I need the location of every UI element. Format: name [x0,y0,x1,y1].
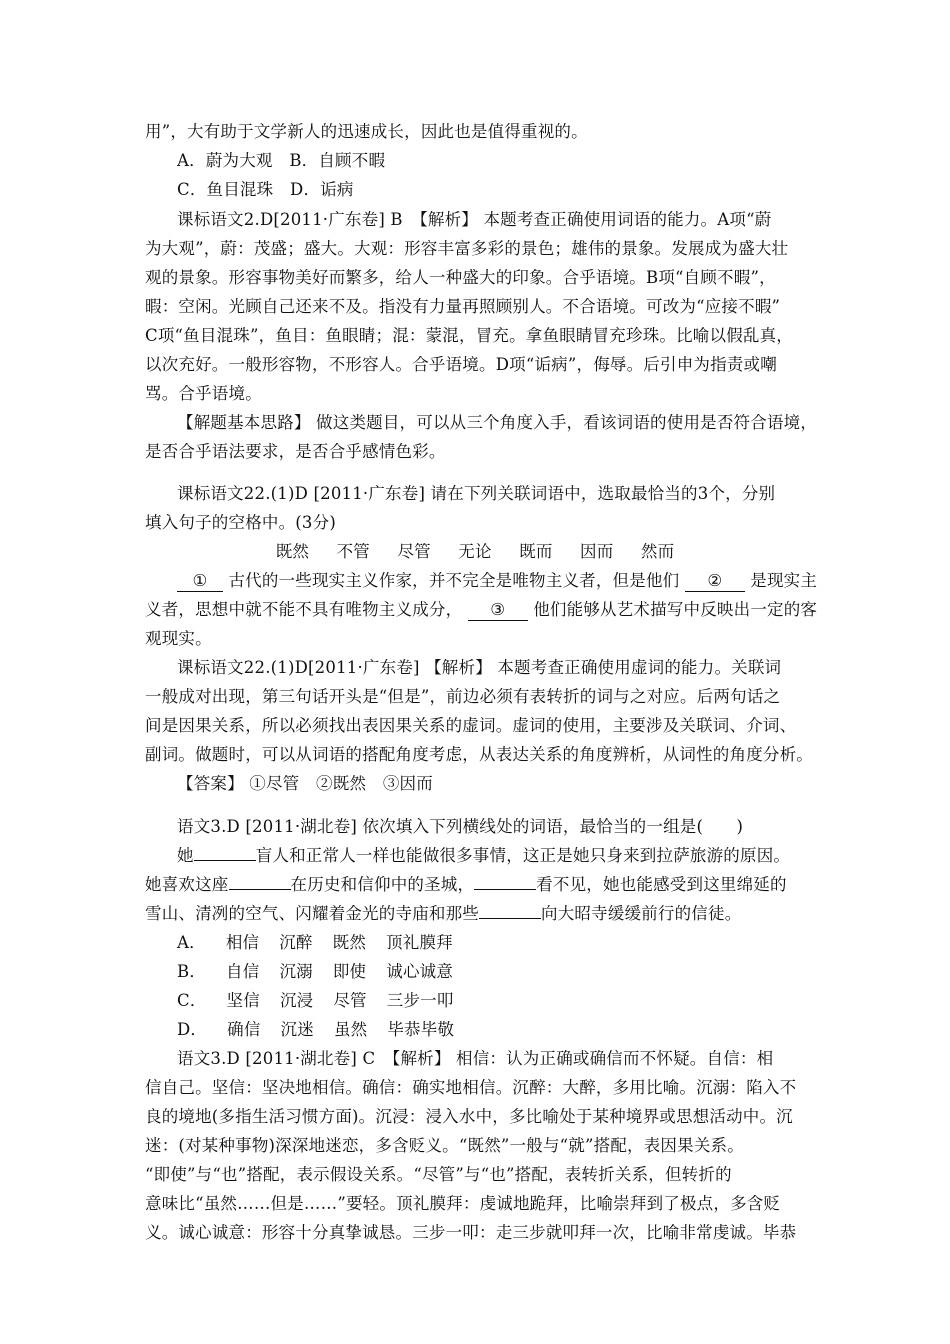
blank-line [479,918,541,919]
blank-1: ① [177,571,223,592]
text-line: 课标语文22.(1)D [2011·广东卷] 请在下列关联词语中，选取最恰当的3个，分别 [177,484,776,503]
text-line: 迷：(对某种事物)深深地迷恋，多含贬义。“既然”一般与“就”搭配，表因果关系。 [145,1136,744,1155]
text-line: 是否合乎语法要求，是否合乎感情色彩。 [145,442,446,461]
text-line: 【解题基本思路】 做这类题目，可以从三个角度入手，看该词语的使用是否符合语境， [177,413,818,432]
option-line: D． 确信 沉迷 虽然 毕恭毕敬 [177,1020,455,1039]
choice-words [0,542,950,562]
blank-line [194,860,256,861]
text-line: 以次充好。一般形容物，不形容人。合乎语境。D项“诟病”，侮辱。后引申为指责或嘲 [145,355,777,374]
text-line: 语文3.D [2011·湖北卷] 依次填入下列横线处的词语，最恰当的一组是( ) [177,817,744,836]
text-line: 义者，思想中就不能不具有唯物主义成分， ③ 他们能够从艺术描写中反映出一定的客 [145,600,818,619]
choice-word: 因而 [580,542,614,561]
blank-2: ② [685,571,745,592]
choice-word: 既然 [275,542,310,561]
text-line: 填入句子的空格中。(3分) [145,513,336,532]
blank-line [474,889,536,890]
option-line: B． 自信 沉溺 即使 诚心诚意 [177,962,454,981]
text-line: ① 古代的一些现实主义作家，并不完全是唯物主义者，但是他们 ② 是现实主 [177,571,817,592]
text-line: 观现实。 [145,629,212,648]
choice-word: 然而 [640,542,675,561]
text-line: 一般成对出现，第三句话开头是“但是”，前边必须有表转折的词与之对应。后两句话之 [145,687,781,706]
text-line: 雪山、清冽的空气、闪耀着金光的寺庙和那些 向大昭寺缓缓前行的信徒。 [145,904,742,923]
text-line: 意味比“虽然……但是……”要轻。顶礼膜拜：虔诚地跪拜，比喻崇拜到了极点，多含贬 [145,1194,781,1213]
text-line: 观的景象。形容事物美好而繁多，给人一种盛大的印象。合乎语境。B项“自顾不暇”， [145,268,776,287]
text-line: 骂。合乎语境。 [145,384,262,403]
text-line: 副词。做题时，可以从词语的搭配角度考虑，从表达关系的角度辨析，从词性的角度分析。 [145,745,813,764]
text-line: “即使”与“也”搭配，表示假设关系。“尽管”与“也”搭配，表转折关系，但转折的 [145,1165,732,1184]
option-line: C． 坚信 沉浸 尽管 三步一叩 [177,991,454,1010]
text-line: 为大观”，蔚：茂盛；盛大。大观：形容丰富多彩的景色；雄伟的景象。发展成为盛大壮 [145,239,789,258]
answer-line: 【答案】 ①尽管 ②既然 ③因而 [177,774,433,793]
text-line: 课标语文22.(1)D[2011·广东卷] 【解析】 本题考查正确使用虚词的能力。关联词 [177,658,782,677]
text-line: 暇：空闲。光顾自己还来不及。指没有力量再照顾别人。不合语境。可改为“应接不暇” [145,297,781,316]
text-line: 间是因果关系，所以必须找出表因果关系的虚词。虚词的使用，主要涉及关联词、介词、 [145,716,797,735]
text-line: 她 盲人和正常人一样也能做很多事情，这正是她只身来到拉萨旅游的原因。 [177,846,791,865]
choice-word: 无论 [458,542,492,561]
blank-3: ③ [468,600,528,621]
text-line: 信自己。坚信：坚决地相信。确信：确实地相信。沉醉：大醉，多用比喻。沉溺：陷入不 [145,1078,797,1097]
text-line: 她喜欢这座 在历史和信仰中的圣城， 看不见，她也能感受到这里绵延的 [145,875,787,894]
option-line: A． 相信 沉醉 既然 顶礼膜拜 [177,933,453,952]
choice-word: 既而 [519,542,553,561]
blank-line [229,889,291,890]
text-line: 良的境地(多指生活习惯方面)。沉浸：浸入水中，多比喻处于某种境界或思想活动中。沉 [145,1107,793,1126]
choice-word: 不管 [336,542,370,561]
option-line: C．鱼目混珠 D．诟病 [177,180,354,199]
text-line: 语文3.D [2011·湖北卷] C 【解析】 相信：认为正确或确信而不怀疑。自信：相 [177,1049,774,1068]
text-line: 用”，大有助于文学新人的迅速成长，因此也是值得重视的。 [145,122,588,141]
text-line: 课标语文2.D[2011·广东卷] B 【解析】 本题考查正确使用词语的能力。A项“蔚 [177,210,772,229]
text-line: 义。诚心诚意：形容十分真挚诚恳。三步一叩：走三步就叩拜一次，比喻非常虔诚。毕恭 [145,1223,797,1242]
text-line: C项“鱼目混珠”，鱼目：鱼眼睛；混：蒙混，冒充。拿鱼眼睛冒充珍珠。比喻以假乱真， [145,326,793,345]
option-line: A．蔚为大观 B．自顾不暇 [177,151,386,170]
choice-word: 尽管 [397,542,431,561]
